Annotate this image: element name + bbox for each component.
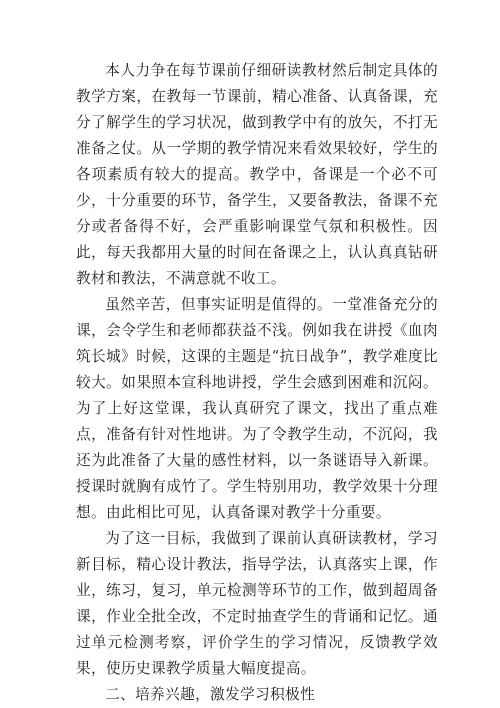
document-body (76, 58, 438, 708)
paragraph-teaching-goal: 为了这一目标，我做到了课前认真研读教材，学习新目标，精心设计教法，指导学法，认真落实上课，作业，练习，复习，单元检测等环节的工作，做到超周备课，作业全批全改，不定时抽查学生的背诵和记忆。通过单元检测考察，评价学生的学习情况，反馈教学效果，使历史课教学质量大幅度提高。 (76, 530, 438, 677)
section-heading: 二、培养兴趣，激发学习积极性 (105, 686, 316, 703)
paragraph-lesson-preparation: 本人力争在每节课前仔细研读教材然后制定具体的教学方案，在教每一节课前，精心准备、认真备课，充分了解学生的学习状况，做到教学中有的放矢，不打无准备之仗。从一学期的教学情况来看效果较好，学生的各项素质有较大的提高。教学中，备课是一个必不可少，十分重要的环节，备学生，又要备教法，备课不充分或者备得不好，会严重影响课堂气氛和积极性。因此，每天我都用大量的时间在备课之上，认认真真钻研教材和教法，不满意就不收工。 (76, 62, 438, 287)
paragraph-lesson-example: 虽然辛苦，但事实证明是值得的。一堂准备充分的课，会令学生和老师都获益不浅。例如我在讲授《血肉筑长城》时候，这课的主题是“抗日战争”，教学难度比较大。如果照本宣科地讲授，学生会感到困难和沉闷。为了上好这堂课，我认真研究了课文，找出了重点难点，准备有针对性地讲。为了令教学生动，不沉闷，我还为此准备了大量的感性材料，以一条谜语导入新课。授课时就胸有成竹了。学生特别用功，教学效果十分理想。由此相比可见，认真备课对教学十分重要。 (76, 296, 438, 521)
